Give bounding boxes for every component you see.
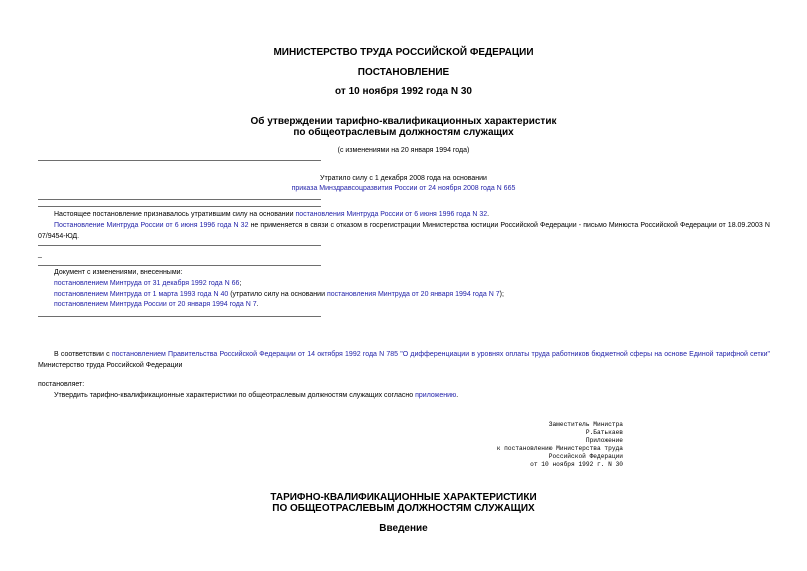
signature-position: Заместитель Министра — [548, 421, 623, 428]
note-paragraph-2 — [38, 221, 770, 242]
note2-text: не применяется в связи с отказом в госрегистрации Министерства юстиции Российской Федерации - письмо Минюста Российской Федерации от 18.09.2003 N 07/9454-ЮД. — [38, 222, 770, 240]
divider — [38, 206, 321, 207]
document-title-line-2: по общеотраслевым должностям служащих — [293, 127, 514, 138]
body-para1-start: В соответствии с — [54, 351, 112, 358]
body-para2-start: Утвердить тарифно-квалификационные характеристики по общеотраслевым должностям служащих согласно — [54, 392, 416, 399]
appendix-link[interactable]: приложению — [415, 392, 457, 399]
ministry-heading: МИНИСТЕРСТВО ТРУДА РОССИЙСКОЙ ФЕДЕРАЦИИ — [273, 47, 534, 58]
changes-item-1-end: ; — [239, 280, 242, 287]
lost-force-link-line — [0, 185, 807, 192]
divider — [38, 265, 321, 266]
changes-item-1-link[interactable]: постановлением Минтруда от 31 декабря 1992 года N 66 — [54, 280, 240, 287]
signature-name: Р.Батькаев — [585, 429, 623, 436]
appendix-label: Приложение — [585, 437, 623, 444]
document-type: ПОСТАНОВЛЕНИЕ — [357, 67, 450, 78]
amendment-note: (с изменениями на 20 января 1994 года) — [337, 147, 470, 154]
appendix-ref-line-2: Российской Федерации — [548, 453, 623, 460]
divider — [38, 316, 321, 317]
changes-item-2-link-2[interactable]: постановления Минтруда от 20 января 1994 года N 7 — [326, 291, 500, 298]
dash-mark: _ — [38, 251, 42, 258]
note1-link[interactable]: постановления Минтруда России от 6 июня 1996 года N 32 — [295, 211, 488, 218]
changes-item-2 — [38, 290, 770, 301]
body-paragraph-1 — [38, 350, 770, 371]
note1-end: . — [487, 211, 490, 218]
resolves-text: постановляет: — [38, 381, 85, 388]
body-paragraph-2 — [38, 391, 770, 402]
body-para1-end: Министерство труда Российской Федерации — [38, 361, 183, 369]
signature-block — [497, 421, 623, 469]
lost-force-link[interactable]: приказа Минздравсоцразвития России от 24 ноября 2008 года N 665 — [291, 185, 516, 192]
divider — [38, 199, 321, 200]
note2-link[interactable]: Постановление Минтруда России от 6 июня 1996 года N 32 — [54, 222, 249, 229]
changes-item-2-link[interactable]: постановлением Минтруда от 1 марта 1993 года N 40 — [54, 291, 229, 298]
government-decree-link[interactable]: постановлением Правительства Российской Федерации от 14 октября 1992 года N 785 "О дифференциации в уровнях оплаты труда работников бюджетной сферы на основе Единой тарифной сетки" — [111, 351, 770, 358]
changes-intro — [38, 268, 770, 279]
section-heading: Введение — [379, 523, 428, 534]
changes-intro-text: Документ с изменениями, внесенными: — [54, 269, 183, 276]
changes-item-3 — [38, 300, 770, 311]
body-para2-end: . — [456, 392, 459, 399]
divider — [38, 245, 321, 246]
changes-item-1 — [38, 279, 770, 290]
changes-item-2-mid: (утратило силу на основании — [228, 291, 327, 298]
note-paragraph-1 — [38, 210, 770, 221]
document-title-line-1: Об утверждении тарифно-квалификационных характеристик — [250, 116, 557, 127]
appendix-ref-line-1: к постановлению Министерства труда — [496, 445, 623, 452]
document-date-number: от 10 ноября 1992 года N 30 — [335, 86, 472, 97]
changes-item-2-end: ); — [499, 291, 504, 298]
lost-force-text: Утратило силу с 1 декабря 2008 года на основании — [320, 175, 487, 182]
appendix-ref-line-3: от 10 ноября 1992 г. N 30 — [530, 461, 623, 468]
changes-item-3-end: . — [256, 301, 259, 308]
resolves-line — [38, 380, 770, 391]
divider — [38, 160, 321, 161]
note1-text: Настоящее постановление признавалось утратившим силу на основании — [54, 211, 296, 218]
changes-item-3-link[interactable]: постановлением Минтруда России от 20 января 1994 года N 7 — [54, 301, 257, 308]
appendix-title-line-2: ПО ОБЩЕОТРАСЛЕВЫМ ДОЛЖНОСТЯМ СЛУЖАЩИХ — [272, 503, 535, 514]
appendix-title-line-1: ТАРИФНО-КВАЛИФИКАЦИОННЫЕ ХАРАКТЕРИСТИКИ — [270, 492, 537, 503]
